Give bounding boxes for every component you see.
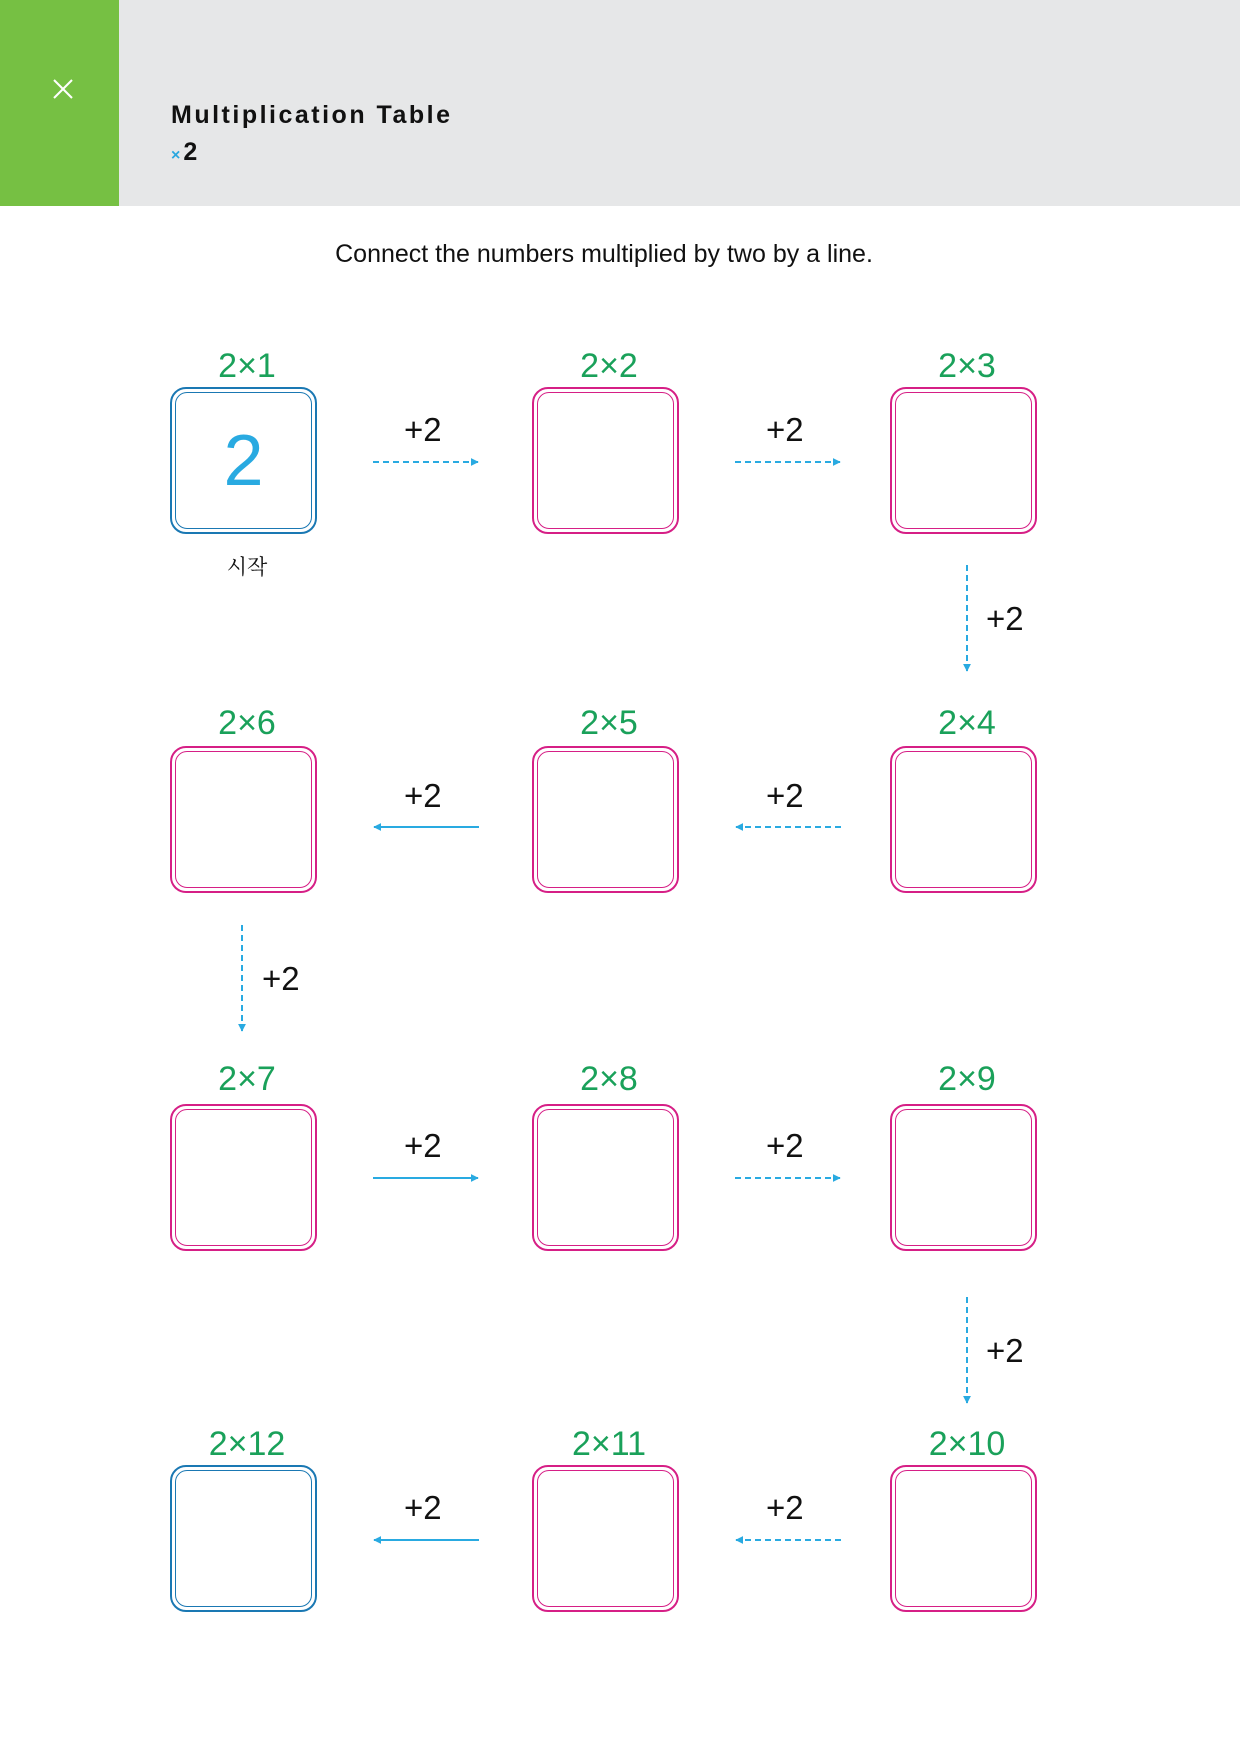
answer-box-2x10[interactable] [890,1465,1037,1612]
answer-value-2x5 [534,748,677,891]
step-label-7-8: +2 [404,1127,442,1164]
answer-box-2x1[interactable] [170,387,317,534]
answer-box-2x8[interactable] [532,1104,679,1251]
answer-box-2x7[interactable] [170,1104,317,1251]
step-label-5-6: +2 [404,777,442,814]
cell-label-2x10: 2×10 [928,1425,1006,1463]
answer-value-2x8 [534,1106,677,1249]
cell-label-2x11: 2×11 [571,1425,647,1463]
answer-value-2x2 [534,389,677,532]
answer-value-2x1: 2 [223,420,264,501]
answer-value-2x4 [892,748,1035,891]
answer-value-2x11 [534,1467,677,1610]
cell-label-2x3: 2×3 [938,347,996,385]
cell-label-2x2: 2×2 [580,347,638,385]
answer-value-2x9 [892,1106,1035,1249]
cell-label-2x7: 2×7 [218,1060,276,1098]
cell-label-2x8: 2×8 [580,1060,638,1098]
answer-box-2x12[interactable] [170,1465,317,1612]
answer-value-2x7 [172,1106,315,1249]
answer-value-2x3 [892,389,1035,532]
step-label-10-11: +2 [766,1489,804,1526]
answer-box-2x5[interactable] [532,746,679,893]
page-title: Multiplication Table [171,101,453,129]
answer-box-2x4[interactable] [890,746,1037,893]
answer-box-2x11[interactable] [532,1465,679,1612]
step-label-9-10: +2 [986,1332,1024,1369]
step-label-3-4: +2 [986,600,1024,637]
step-label-6-7: +2 [262,960,300,997]
step-label-4-5: +2 [766,777,804,814]
instruction-text: Connect the numbers multiplied by two by a line. [335,240,873,268]
cell-label-2x6: 2×6 [218,704,276,742]
answer-box-2x2[interactable] [532,387,679,534]
answer-value-2x6 [172,748,315,891]
step-label-2-3: +2 [766,411,804,448]
answer-box-2x3[interactable] [890,387,1037,534]
cell-label-2x4: 2×4 [938,704,996,742]
cell-label-2x9: 2×9 [938,1060,996,1098]
start-label: 시작 [226,556,268,579]
answer-box-2x6[interactable] [170,746,317,893]
cell-label-2x12: 2×12 [208,1425,286,1463]
step-label-11-12: +2 [404,1489,442,1526]
cell-label-2x1: 2×1 [218,347,276,385]
cell-label-2x5: 2×5 [580,704,638,742]
answer-value-2x10 [892,1467,1035,1610]
subtitle-number: 2 [183,138,198,166]
answer-value-2x12 [172,1467,315,1610]
step-label-8-9: +2 [766,1127,804,1164]
answer-box-2x9[interactable] [890,1104,1037,1251]
step-label-1-2: +2 [404,411,442,448]
times-icon: × [171,147,181,164]
